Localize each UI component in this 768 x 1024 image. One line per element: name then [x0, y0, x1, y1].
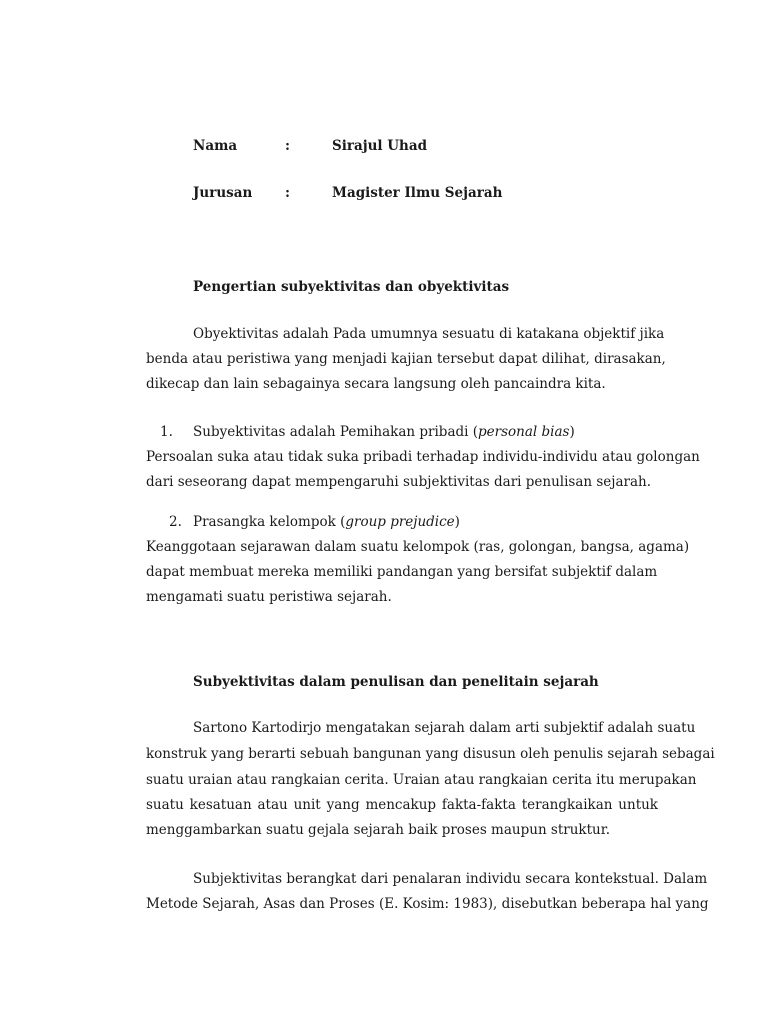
- list-item-body-line: dapat membuat mereka memiliki pandangan yang bersifat subjektif dalam: [146, 564, 658, 580]
- section-title-1: Pengertian subyektivitas dan obyektivitas: [193, 279, 510, 295]
- paragraph-line: dikecap dan lain sebagainya secara langsung oleh pancaindra kita.: [146, 376, 606, 392]
- list-item-body-line: Persoalan suka atau tidak suka pribadi terhadap individu-individu atau golongan: [146, 449, 700, 465]
- name-colon: :: [285, 138, 290, 154]
- list-item-body-line: Keanggotaan sejarawan dalam suatu kelompok (ras, golongan, bangsa, agama): [146, 539, 690, 555]
- paragraph-line: suatu kesatuan atau unit yang mencakup fakta-fakta terangkaikan untuk: [146, 797, 658, 813]
- list-number: 2.: [169, 514, 182, 530]
- paragraph-line: Subjektivitas berangkat dari penalaran individu secara kontekstual. Dalam: [193, 871, 708, 887]
- major-value: Magister Ilmu Sejarah: [332, 185, 503, 201]
- list-item-body-line: dari seseorang dapat mempengaruhi subjektivitas dari penulisan sejarah.: [146, 474, 652, 490]
- name-label: Nama: [193, 138, 238, 154]
- list-item-title: Subyektivitas adalah Pemihakan pribadi (personal bias): [193, 424, 575, 440]
- paragraph-line: benda atau peristiwa yang menjadi kajian tersebut dapat dilihat, dirasakan,: [146, 351, 666, 367]
- paragraph-line: Sartono Kartodirjo mengatakan sejarah dalam arti subjektif adalah suatu: [193, 720, 696, 736]
- major-colon: :: [285, 185, 290, 201]
- paragraph-line: Metode Sejarah, Asas dan Proses (E. Kosim: 1983), disebutkan beberapa hal yang: [146, 896, 709, 912]
- paragraph-line: Obyektivitas adalah Pada umumnya sesuatu di katakana objektif jika: [193, 326, 665, 342]
- major-label: Jurusan: [193, 185, 253, 201]
- paragraph-line: menggambarkan suatu gejala sejarah baik proses maupun struktur.: [146, 822, 610, 838]
- paragraph-line: konstruk yang berarti sebuah bangunan yang disusun oleh penulis sejarah sebagai: [146, 746, 715, 762]
- name-value: Sirajul Uhad: [332, 138, 428, 154]
- paragraph-line: suatu uraian atau rangkaian cerita. Uraian atau rangkaian cerita itu merupakan: [146, 772, 697, 788]
- list-item-title: Prasangka kelompok (group prejudice): [193, 514, 460, 530]
- list-number: 1.: [160, 424, 173, 440]
- section-title-2: Subyektivitas dalam penulisan dan penelitain sejarah: [193, 674, 599, 690]
- list-item-body-line: mengamati suatu peristiwa sejarah.: [146, 589, 392, 605]
